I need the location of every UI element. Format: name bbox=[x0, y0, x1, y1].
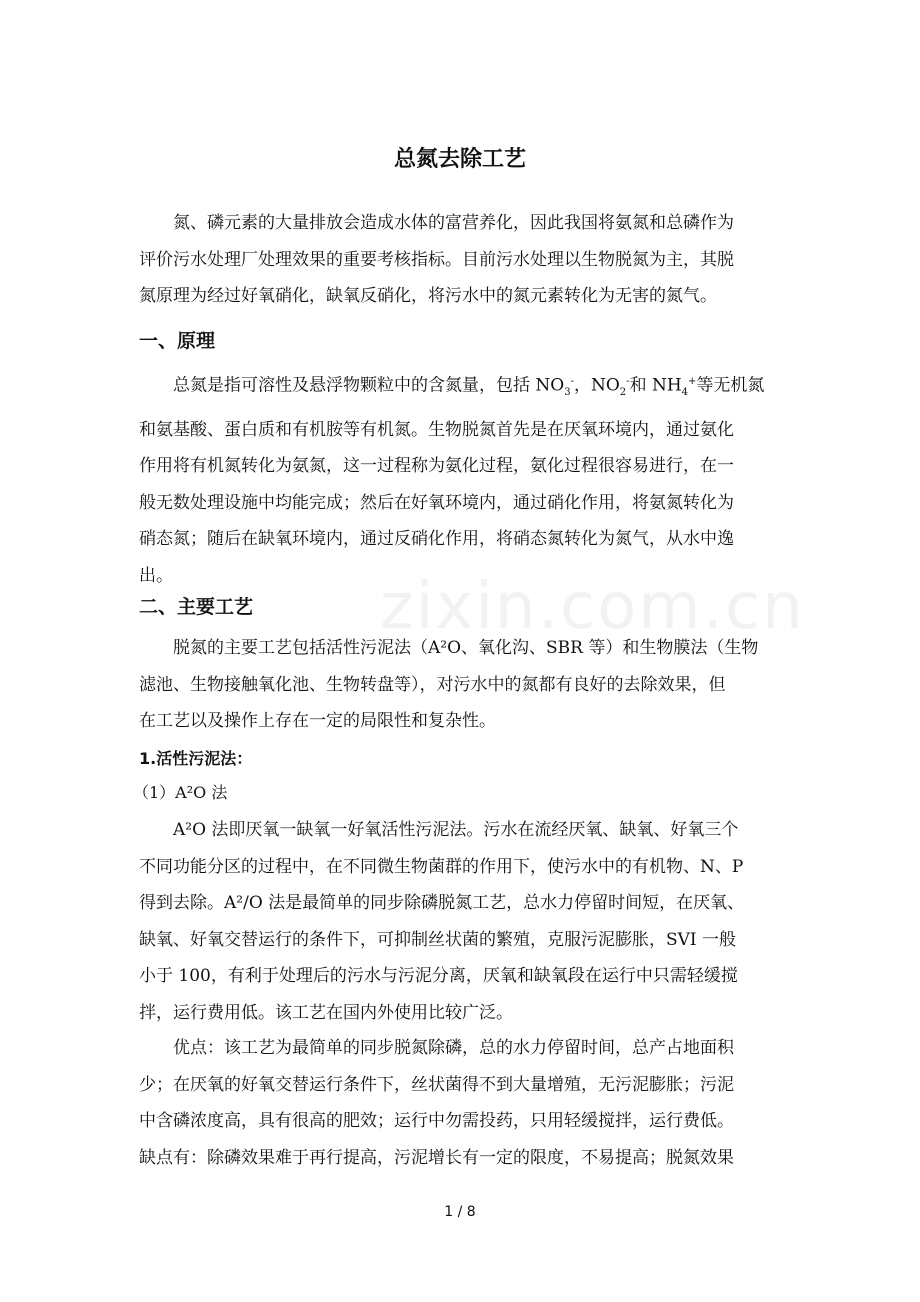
a2o-paragraph bbox=[139, 812, 793, 1032]
pros-cons-paragraph bbox=[139, 1030, 793, 1176]
text-line: 氮、磷元素的大量排放会造成水体的富营养化，因此我国将氨氮和总磷作为 bbox=[139, 213, 734, 233]
subscript: 2 bbox=[619, 387, 627, 399]
text-line: 中含磷浓度高，具有很高的肥效；运行中勿需投药，只用轻缓搅拌，运行费低。 bbox=[139, 1111, 734, 1132]
text-line: 不同功能分区的过程中，在不同微生物菌群的作用下，使污水中的有机物、N、P bbox=[139, 856, 744, 877]
text-run: ，NO bbox=[573, 375, 620, 396]
text-line: 在工艺以及操作上存在一定的局限性和复杂性。 bbox=[139, 711, 496, 732]
principle-paragraph bbox=[139, 364, 793, 595]
text-line: 优点：该工艺为最简单的同步脱氮除磷，总的水力停留时间，总产占地面积 bbox=[139, 1038, 734, 1058]
superscript: - bbox=[570, 376, 574, 387]
section-heading-principle: 一、原理 bbox=[139, 330, 216, 352]
text-line: 出。 bbox=[139, 566, 173, 587]
text-line: 得到去除。A²/O 法是最简单的同步除磷脱氮工艺，总水力停留时间短，在厌氧、 bbox=[139, 893, 745, 914]
document-title: 总氮去除工艺 bbox=[393, 147, 526, 172]
text-line bbox=[139, 364, 793, 412]
text-line: 硝态氮；随后在缺氧环境内，通过反硝化作用，将硝态氮转化为氮气，从水中逸 bbox=[139, 529, 734, 550]
watermark: zixin.com.cn bbox=[380, 570, 805, 644]
subscript: 3 bbox=[564, 387, 571, 399]
text-line: 拌，运行费用低。该工艺在国内外使用比较广泛。 bbox=[139, 1002, 513, 1023]
superscript: - bbox=[626, 376, 630, 387]
page-number: 1 / 8 bbox=[444, 1204, 476, 1220]
text-line: 滤池、生物接触氧化池、生物转盘等），对污水中的氮都有良好的去除效果，但 bbox=[139, 674, 726, 695]
text-line: 少；在厌氧的好氧交替运行条件下，丝状菌得不到大量增殖，无污泥膨胀；污泥 bbox=[139, 1074, 734, 1095]
text-run: 和 NH bbox=[629, 375, 682, 396]
text-line: 和氨基酸、蛋白质和有机胺等有机氮。生物脱氮首先是在厌氧环境内，通过氨化 bbox=[139, 419, 734, 440]
text-line: 缺点有：除磷效果难于再行提高，污泥增长有一定的限度，不易提高；脱氮效果 bbox=[139, 1147, 734, 1168]
text-run: 等无机氮 bbox=[696, 375, 765, 396]
text-line: A²O 法即厌氧一缺氧一好氧活性污泥法。污水在流经厌氧、缺氧、好氧三个 bbox=[139, 820, 739, 840]
text-line: 评价污水处理厂处理效果的重要考核指标。目前污水处理以生物脱氮为主，其脱 bbox=[139, 249, 734, 270]
text-line: 脱氮的主要工艺包括活性污泥法（A²O、氧化沟、SBR 等）和生物膜法（生物 bbox=[139, 638, 759, 658]
superscript: + bbox=[688, 376, 697, 387]
processes-paragraph bbox=[139, 630, 793, 740]
text-run: 总氮是指可溶性及悬浮物颗粒中的含氮量，包括 NO bbox=[139, 375, 565, 396]
section-heading-processes: 二、主要工艺 bbox=[139, 596, 254, 618]
subscript: 4 bbox=[681, 387, 689, 399]
text-line: 氮原理为经过好氧硝化，缺氧反硝化，将污水中的氮元素转化为无害的氮气。 bbox=[139, 286, 717, 307]
text-line: 作用将有机氮转化为氨氮，这一过程称为氨化过程，氨化过程很容易进行，在一 bbox=[139, 456, 734, 477]
intro-paragraph bbox=[139, 205, 793, 315]
text-line: 缺氧、好氧交替运行的条件下，可抑制丝状菌的繁殖，克服污泥膨胀，SVI 一般 bbox=[139, 929, 737, 950]
subheading-activated-sludge: 1.活性污泥法： bbox=[139, 749, 253, 768]
item-a2o-method: （1）A²O 法 bbox=[133, 783, 228, 802]
text-line: 小于 100，有利于处理后的污水与污泥分离，厌氧和缺氧段在运行中只需轻缓搅 bbox=[139, 966, 738, 987]
text-line: 般无数处理设施中均能完成；然后在好氧环境内，通过硝化作用，将氨氮转化为 bbox=[139, 492, 734, 513]
